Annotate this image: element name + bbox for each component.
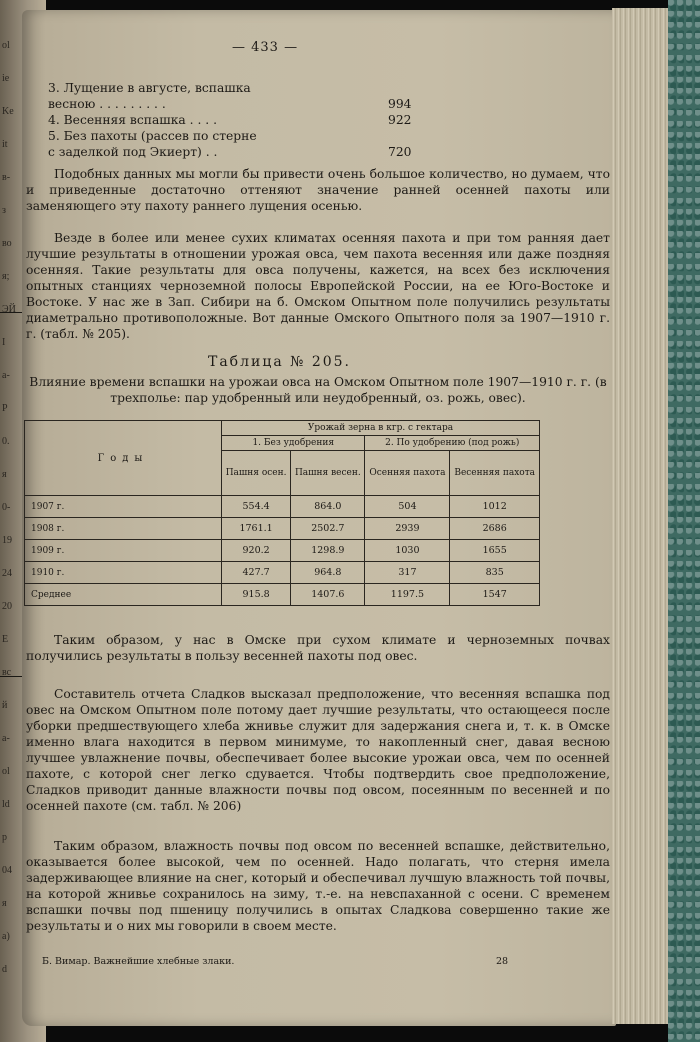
list-item-value: 922 <box>388 113 412 127</box>
left-page-fragment: 24 <box>2 568 12 579</box>
subheader: Весенняя пахота <box>450 451 540 496</box>
group-no-fertilizer: 1. Без удобрения <box>222 436 365 451</box>
paragraph-3: Таким образом, у нас в Омске при сухом климате и черноземных почвах получились результаты в пользу весенней пахоты под овес. <box>26 633 610 663</box>
table-cell-value: 554.4 <box>222 496 291 518</box>
table-cell-year: 1907 г. <box>25 496 222 518</box>
table-cell-value: 504 <box>365 496 450 518</box>
table-cell-value: 2686 <box>450 518 540 540</box>
table-cell-year: Среднее <box>25 584 222 606</box>
table-cell-value: 1655 <box>450 540 540 562</box>
left-page-fragment: it <box>2 139 8 150</box>
years-header: Годы <box>25 421 222 496</box>
list-item-label: 3. Лущение в августе, вспашка <box>48 81 251 95</box>
table-cell-value: 317 <box>365 562 450 584</box>
left-page-fragment: 04 <box>2 865 12 876</box>
group-fertilizer: 2. По удобрению (под рожь) <box>365 436 540 451</box>
left-page-fragment: 0- <box>2 502 11 513</box>
table-title: Таблица № 205. <box>208 354 352 370</box>
left-page-fragment: з <box>2 205 6 216</box>
left-page-fragment: 20 <box>2 601 12 612</box>
table-row <box>25 562 540 584</box>
left-page-fragment: Ke <box>2 106 14 117</box>
book-page <box>22 10 616 1026</box>
left-page-fragment: ie <box>2 73 10 84</box>
table-cell-value: 920.2 <box>222 540 291 562</box>
left-page-fragment: я; <box>2 271 10 282</box>
table-row <box>25 584 540 606</box>
left-page-fragment: ЭЙ <box>2 304 16 315</box>
table-cell-value: 427.7 <box>222 562 291 584</box>
left-page-fragment: 0. <box>2 436 10 447</box>
left-page-fragment: во <box>2 238 12 249</box>
table-cell-value: 964.8 <box>291 562 365 584</box>
left-page-fragment: ld <box>2 799 10 810</box>
table-cell-year: 1909 г. <box>25 540 222 562</box>
list-item <box>48 112 608 128</box>
paragraph-5: Таким образом, влажность почвы под овсом по весенней вспашке, действительно, оказывается более высокой, чем по осенней. Надо полагать, что стерня имела задерживающее влияние на снег, который и обеспечивал лучшую влажность той почвы, на которой жнивье сохранилось на зиму, т.-е. на невспаханной с осени. С временем вспашки почвы под пшеницу получились в опытах Сладкова совершенно такие же результаты и о них мы говорили в своем месте. <box>26 839 610 933</box>
list-item-label: 5. Без пахоты (рассев по стерне <box>48 129 257 143</box>
table-cell-value: 864.0 <box>291 496 365 518</box>
table-cell-value: 1298.9 <box>291 540 365 562</box>
marbled-cover <box>668 0 700 1042</box>
list-item <box>48 96 608 112</box>
left-page-fragment: a) <box>2 931 10 942</box>
left-page-fragment: я <box>2 469 7 480</box>
table-caption: Влияние времени вспашки на урожаи овса на Омском Опытном поле 1907—1910 г. г. (в трехполье: пар удобренный или неудобренный, оз. рожь, овес). <box>29 375 607 405</box>
table-row <box>25 540 540 562</box>
table-cell-value: 1197.5 <box>365 584 450 606</box>
table-cell-value: 2502.7 <box>291 518 365 540</box>
yield-table <box>24 420 540 606</box>
table-cell-year: 1908 г. <box>25 518 222 540</box>
footer-signature-number: 28 <box>496 956 509 967</box>
left-page-fragment: E <box>2 634 9 645</box>
left-page-fragment: а- <box>2 370 10 381</box>
list-item <box>48 144 608 160</box>
left-page-fragment: вс <box>2 667 12 678</box>
table-cell-value: 2939 <box>365 518 450 540</box>
left-page-fragment: a- <box>2 733 10 744</box>
footer-book-title: Б. Вимар. Важнейшие хлебные злаки. <box>42 956 235 967</box>
page-number: — 433 — <box>232 40 299 55</box>
table-cell-value: 1407.6 <box>291 584 365 606</box>
left-page-fragment: й <box>2 700 8 711</box>
left-page-fragment: я <box>2 898 7 909</box>
list-item-label: весною . . . . . . . . . <box>48 97 166 111</box>
left-page-fragment: в- <box>2 172 11 183</box>
paragraph-1: Подобных данных мы могли бы привести очень большое количество, но думаем, что и приведенные достаточно оттеняют значение ранней осенней пахоты или заменяющего эту пахоту раннего лущения осенью. <box>26 167 610 213</box>
list-item-label: с заделкой под Экиерт) . . <box>48 145 218 159</box>
table-cell-year: 1910 г. <box>25 562 222 584</box>
table-cell-value: 835 <box>450 562 540 584</box>
list-item <box>48 128 608 144</box>
left-page-fragment: 19 <box>2 535 12 546</box>
table-cell-value: 915.8 <box>222 584 291 606</box>
page-stack-edges <box>612 8 670 1024</box>
list-item-value <box>388 80 458 96</box>
left-page-fragment: p <box>2 832 7 843</box>
paragraph-4: Составитель отчета Сладков высказал предположение, что весенняя вспашка под овес на Омском Опытном поле потому дает лучшие результаты, что остающееся после уборки предшествующего хлеба жнивье служит для задержания снега и, т. к. в Омске именно влага находится в первом минимуме, то накопленный снег, давая весною лучшее увлажнение почвы, обеспечивает более высокие урожаи овса, чем по осенней пахоте, с которой снег легко сдувается. Чтобы подтвердить свое предположение, Сладков приводит данные влажности почвы под овсом, посеянным по весенней и по осенней пахоте (см. табл. № 206) <box>26 687 610 813</box>
list-item-value <box>388 128 458 144</box>
left-page-fragment: ol <box>2 40 10 51</box>
table-cell-value: 1761.1 <box>222 518 291 540</box>
subheader: Пашня осен. <box>222 451 291 496</box>
left-page-fragment: P <box>2 403 8 414</box>
method-list <box>48 80 608 160</box>
left-page-fragment: I <box>2 337 6 348</box>
list-item-value: 720 <box>388 145 412 159</box>
table-cell-value: 1012 <box>450 496 540 518</box>
yield-header: Урожай зерна в кгр. с гектара <box>222 421 540 436</box>
list-item-label: 4. Весенняя вспашка . . . . <box>48 113 217 127</box>
left-page-fragment: d <box>2 964 7 975</box>
table-cell-value: 1547 <box>450 584 540 606</box>
left-page-fragment: ol <box>2 766 10 777</box>
table-cell-value: 1030 <box>365 540 450 562</box>
list-item <box>48 80 608 96</box>
table-row <box>25 496 540 518</box>
subheader: Пашня весен. <box>291 451 365 496</box>
table-row <box>25 518 540 540</box>
subheader: Осенняя пахота <box>365 451 450 496</box>
list-item-value: 994 <box>388 97 412 111</box>
paragraph-2: Везде в более или менее сухих климатах осенняя пахота и при том ранняя дает лучшие результаты в отношении урожая овса, чем пахота весенняя или даже поздняя осенняя. Такие результаты для овса получены, кажется, на всех без исключения опытных станциях черноземной полосы Европейской России, на ее Юго-Востоке и Востоке. У нас же в Зап. Сибири на б. Омском Опытном поле получились результаты диаметрально противоположные. Вот данные Омского Опытного поля за 1907—1910 г. г. (табл. № 205). <box>26 231 610 341</box>
